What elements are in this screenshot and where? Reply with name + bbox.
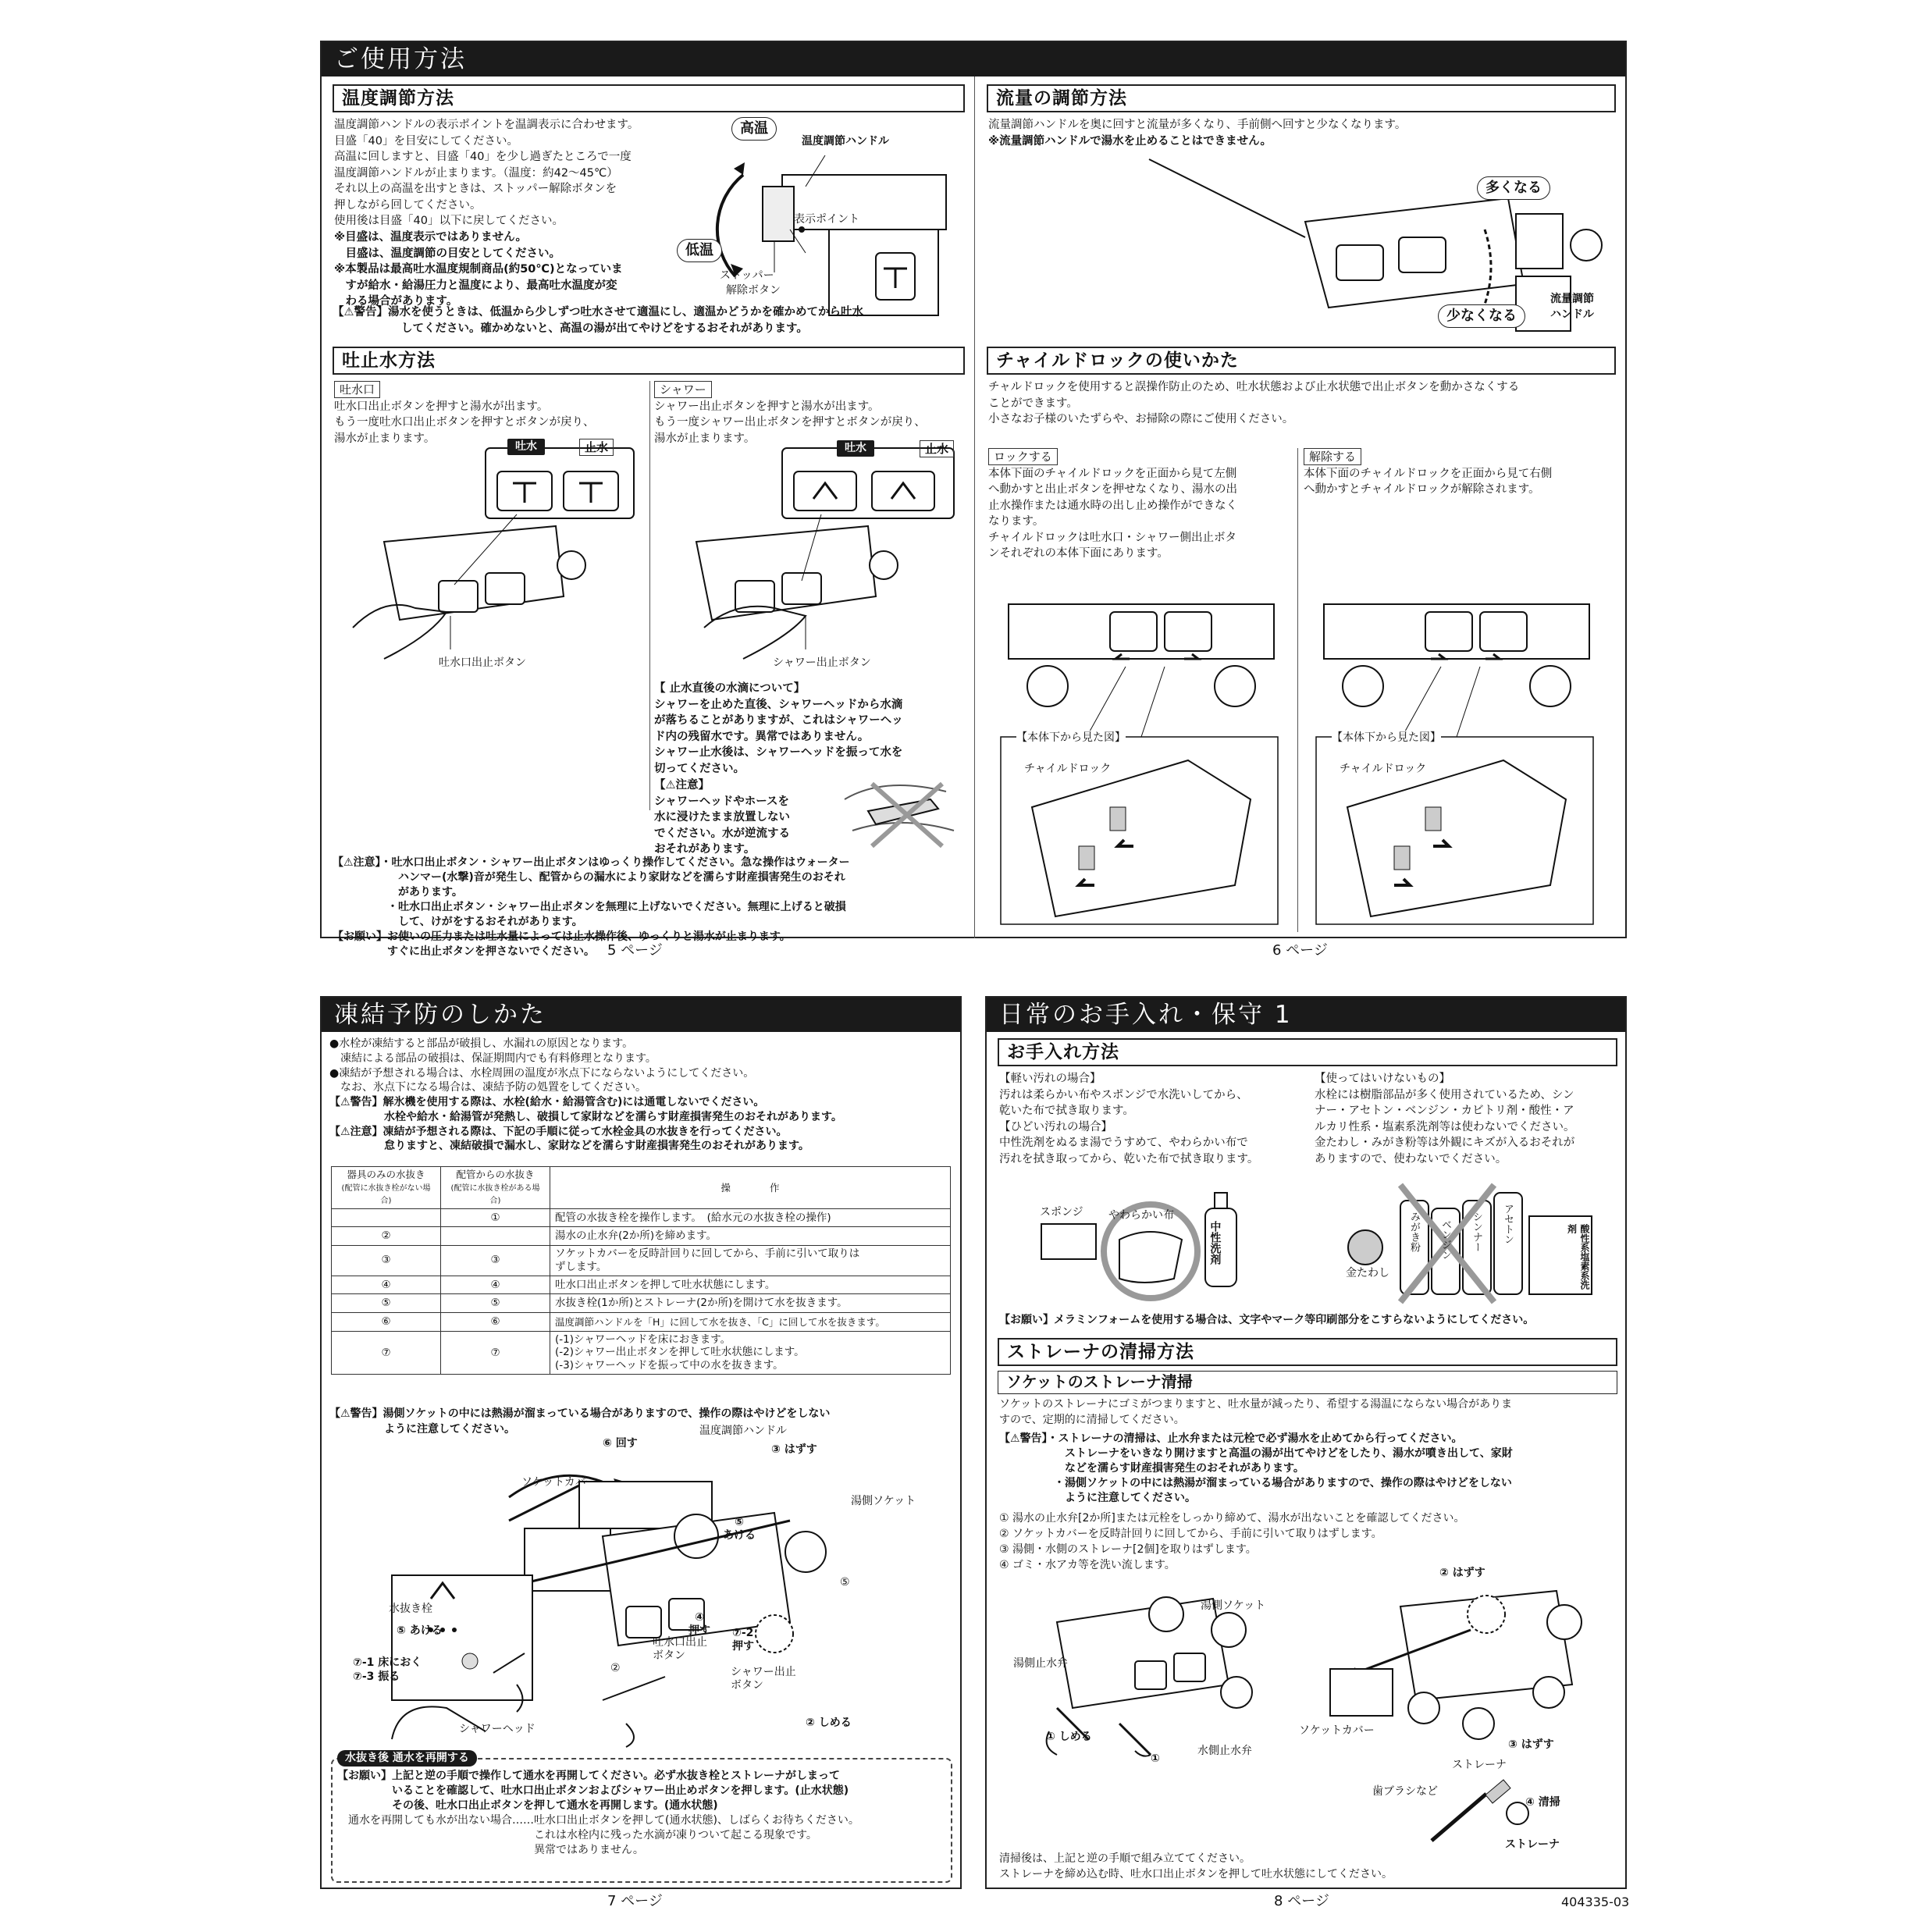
caption-spout-button: 吐水口出止ボタン	[439, 656, 526, 669]
temperature-warning: 【⚠警告】湯水を使うときは、低温から少しずつ吐水させて適温にし、適温かどうかを確かめてから吐水 してください。確かめないと、高温の湯が出てやけどをするおそれがあります。	[333, 306, 863, 335]
label-stopper-2: 解除ボタン	[726, 284, 781, 297]
label-bottle-polish: みがき粉	[1407, 1212, 1420, 1252]
page-7-title: 凍結予防のしかた	[322, 998, 960, 1032]
label-remove-3-8: ③ はずす	[1508, 1738, 1554, 1751]
page-7	[320, 996, 962, 1889]
label-neutral-detergent: 中性洗剤	[1208, 1221, 1222, 1265]
page-8	[985, 996, 1627, 1889]
label-display-point: 表示ポイント	[794, 213, 859, 226]
label-bottle-benzine: ベンジン	[1439, 1219, 1451, 1260]
section-title-temperature: 温度調節方法	[333, 84, 965, 112]
label-toothbrush: 歯ブラシなど	[1372, 1785, 1438, 1798]
label-open-5: ⑤ あける	[723, 1516, 756, 1542]
label-floor-shake: ⑦-1 床におく ⑦-3 振る	[353, 1656, 422, 1683]
label-hot-socket-8: 湯側ソケット	[1201, 1599, 1266, 1612]
label-child-lock-unlock: チャイルドロック	[1340, 763, 1427, 775]
page-title: ご使用方法	[322, 42, 1625, 76]
label-low: 低温	[677, 239, 722, 262]
label-shower-button-7: シャワー出止 ボタン	[731, 1666, 796, 1692]
label-close-1: ① しめる	[1046, 1731, 1092, 1743]
spout-right-text: シャワー シャワー出止ボタンを押すと湯水が出ます。 もう一度シャワー出止ボタンを押すとボタンが戻り、 湯水が止まります。	[654, 382, 926, 445]
page-number-8: 8 ページ	[1274, 1893, 1329, 1909]
label-bottom-view-unlock: 【本体下から見た図】	[1332, 731, 1441, 745]
child-unlock-illustration	[1308, 589, 1605, 932]
label-cold-valve: 水側止水弁	[1197, 1745, 1252, 1757]
label-shower-head: シャワーヘッド	[459, 1723, 535, 1735]
label-remove-2: ② はずす	[1439, 1567, 1485, 1579]
page-number-6: 6 ページ	[1272, 942, 1328, 959]
label-steel-wool: 金たわし	[1346, 1267, 1389, 1279]
shower-head-in-water-icon	[837, 768, 962, 854]
unlock-text: 解除する 本体下面のチャイルドロックを正面から見て右側 へ動かすとチャイルドロックが解除されます。	[1304, 450, 1553, 496]
caption-shower-button: シャワー出止ボタン	[773, 656, 871, 669]
label-close-2: ② しめる	[806, 1717, 852, 1729]
tag-lock: ロックする	[988, 448, 1058, 465]
page-8-title: 日常のお手入れ・保守 1	[987, 998, 1625, 1032]
column-divider	[974, 76, 975, 938]
label-temperature-handle: 温度調節ハンドル	[802, 135, 889, 148]
care-prohibited: 【使ってはいけないもの】 水栓には樹脂部品が多く使用されているため、シン ナー・アセトン・ベンジン・カビトリ剤・酸性・ア ルカリ性系・塩素系洗剤等は使わないでください。 金たわし・みがき粉等は外観にキズが入るおそれが ありますので、使わないでください。	[1315, 1073, 1575, 1165]
label-bottom-view-lock: 【本体下から見た図】	[1016, 731, 1126, 745]
strainer-warning: 【⚠警告】・ストレーナの清掃は、止水弁または元栓で必ず湯水を止めてから行ってください。 ストレーナをいきなり開けますと高温の湯が出てやけどをしたり、湯水が噴き出して、家財 などを濡らす財産損害発生のおそれがあります。 ・湯側ソケットの中には熱湯が溜まっている場合がありますので、操作の際はやけどをしない ように注意してください。	[999, 1432, 1513, 1505]
page-number-5: 5 ページ	[607, 942, 663, 959]
child-lock-illustration	[993, 589, 1290, 932]
label-sponge: スポンジ	[1040, 1206, 1083, 1219]
strainer-intro: ソケットのストレーナにゴミがつまりますと、吐水量が減ったり、希望する湯温にならない場合がありま すので、定期的に清掃してください。	[999, 1398, 1513, 1426]
tag-unlock: 解除する	[1304, 448, 1361, 465]
label-less: 少なくなる	[1438, 304, 1525, 328]
badge-spout-off-right: 止水	[920, 440, 954, 457]
table-row: ② 湯水の止水弁(2か所)を締めます。	[332, 1227, 951, 1246]
child-lock-text: チャルドロックを使用すると誤操作防止のため、吐水状態および止水状態で出止ボタンを動かさなくする ことができます。 小さなお子様のいたずらや、お掃除の際にご使用ください。	[988, 381, 1520, 426]
label-soft-cloth: やわらかい布	[1108, 1209, 1174, 1222]
restart-water-text: 【お願い】上記と逆の手順で操作して通水を再開してください。必ず水抜き栓とストレーナがしまって いることを確認して、吐水口出止ボタンおよびシャワー出止めボタンを押します。(止水状態) その後、吐水口出止ボタンを押して通水を再開します。(通水状態) 通水を再開しても水が出ない場合……吐水口出止ボタンを押して(通水状態)、しばらくお待ちください。 これは水栓内に残った水滴が凍りついて起こる現象です。 異常ではありません。	[337, 1770, 859, 1857]
label-flow-handle-1: 流量調節	[1550, 293, 1594, 305]
label-clean-4: ④ 清掃	[1525, 1796, 1560, 1809]
badge-spout-on-left: 吐水	[507, 439, 545, 455]
table-row: ⑤ ⑤ 水抜き栓(1か所)とストレーナ(2か所)を開けて水を抜きます。	[332, 1294, 951, 1313]
label-circle-5: ⑤	[840, 1576, 850, 1589]
label-drain-plug: 水抜き栓	[389, 1603, 432, 1615]
subsection-title-socket-strainer: ソケットのストレーナ清掃	[998, 1371, 1617, 1394]
spout-bottom-notes: 【⚠注意】・吐水口出止ボタン・シャワー出止ボタンはゆっくり操作してください。急な操作はウォーター ハンマー(水撃)音が発生し、配管からの漏水により家財などを濡らす財産損害発生のおそれ があります。 ・吐水口出止ボタン・シャワー出止ボタンを無理に上げないでください。無理に上げると破損 して、けがをするおそれがあります。 【お願い】お使いの圧力または吐水量によっては止水操作後、ゆっくりと湯水が止まります。 すぐに出止ボタンを押さないでください。	[333, 856, 850, 959]
table-row: ⑦ ⑦ (-1)シャワーヘッドを床におきます。 (-2)シャワー出止ボタンを押して吐水状態にします。 (-3)シャワーヘッドを振って中の水を抜きます。	[332, 1331, 951, 1375]
label-strainer: ストレーナ	[1452, 1759, 1507, 1771]
section-title-flow: 流量の調節方法	[987, 84, 1616, 112]
label-child-lock-lock: チャイルドロック	[1024, 763, 1112, 775]
section-title-strainer: ストレーナの清掃方法	[998, 1338, 1617, 1366]
label-rotate-6: ⑥ 回す	[603, 1437, 638, 1450]
section-title-child-lock: チャイルドロックの使いかた	[987, 347, 1616, 375]
label-flow-handle-2: ハンドル	[1550, 308, 1594, 321]
lock-text: ロックする 本体下面のチャイルドロックを正面から見て左側 へ動かすと出止ボタンを押せなくなり、湯水の出 止水操作または通水時の出し止め操作ができなく なります。 チャイルドロックは吐水口・シャワー側出止ボタ ンそれぞれの本体下面にあります。	[988, 450, 1237, 560]
spout-column-divider	[649, 381, 650, 810]
label-more: 多くなる	[1477, 176, 1550, 200]
drain-illustration	[368, 1435, 915, 1739]
strainer-steps: ① 湯水の止水弁[2か所]または元栓をしっかり締めて、湯水が出ないことを確認してください。 ② ソケットカバーを反時計回りに回してから、手前に引いて取りはずします。 ③ 湯側・水側のストレーナ[2個]を取りはずします。 ④ ゴミ・水アカ等を洗い流します。	[999, 1512, 1465, 1571]
shower-caution: 【⚠注意】 シャワーヘッドやホースを 水に浸けたまま放置しない でください。水が逆流する おそれがあります。	[654, 779, 790, 856]
label-temperature-handle-7: 温度調節ハンドル	[699, 1425, 787, 1437]
child-lock-column-divider	[1297, 448, 1298, 932]
spout-left-text: 吐水口 吐水口出止ボタンを押すと湯水が出ます。 もう一度吐水口出止ボタンを押すとボタンが戻り、 湯水が止まります。	[334, 382, 595, 445]
table-row: ⑥ ⑥ 温度調節ハンドルを「H」に回して水を抜き、「C」に回して水を抜きます。	[332, 1312, 951, 1331]
table-row: ① 配管の水抜き栓を操作します。 (給水元の水抜き栓の操作)	[332, 1208, 951, 1227]
badge-spout-on-right: 吐水	[837, 440, 874, 457]
badge-spout-off-left: 止水	[579, 439, 614, 456]
freeze-intro: ●水栓が凍結すると部品が破損し、水漏れの原因となります。 凍結による部品の破損は、保証期間内でも有料修理となります。 ●凍結が予想される場合は、水栓周囲の温度が氷点下にならないようにしてください。 なお、氷点下になる場合は、凍結予防の処置をしてください。 【⚠警告】解氷機を使用する際は、水栓(給水・給湯管含む)には通電しないでください。 水栓や給水・給湯管が発熱し、破損して家財などを濡らす財産損害発生のおそれがあります。 【⚠注意】凍結が予想される際は、下記の手順に従って水栓金具の水抜きを行ってください。 怠りますと、凍結破損で漏水し、家財などを濡らす財産損害発生のおそれがあります。	[329, 1037, 842, 1153]
label-remove-3: ③ はずす	[771, 1443, 817, 1456]
cleaning-tools-illustration	[1034, 1177, 1268, 1302]
care-light-heavy: 【軽い汚れの場合】 汚れは柔らかい布やスポンジで水洗いしてから、 乾いた布で拭き取ります。 【ひどい汚れの場合】 中性洗剤をぬるま湯でうすめて、やわらかい布で 汚れを拭き取ってから、乾いた布で拭き取ります。	[999, 1073, 1259, 1165]
tag-spout: 吐水口	[334, 381, 380, 398]
label-bottle-acetone: アセトン	[1501, 1204, 1514, 1244]
label-strainer-2: ストレーナ	[1505, 1838, 1560, 1851]
strainer-after: 清掃後は、上記と逆の手順で組み立ててください。 ストレーナを締め込む時、吐水口出止ボタンを押して吐水状態にしてください。	[999, 1852, 1393, 1880]
label-socket-cover: ソケットカバー	[521, 1476, 597, 1489]
label-spout-button-7: 吐水口出止 ボタン	[653, 1636, 707, 1662]
spout-button-illustration	[337, 440, 642, 667]
label-stopper-1: ストッパー	[720, 269, 774, 282]
page-number-7: 7 ページ	[607, 1893, 663, 1909]
label-circle-2: ②	[610, 1662, 621, 1674]
flow-text: 流量調節ハンドルを奥に回すと流量が多くなり、手前側へ回すと少なくなります。 ※流量調節ハンドルで湯水を止めることはできません。	[988, 119, 1407, 148]
hot-socket-warning: 【⚠警告】湯側ソケットの中には熱湯が溜まっている場合がありますので、操作の際はやけどをしない ように注意してください。	[329, 1407, 831, 1436]
section-title-care: お手入れ方法	[998, 1038, 1617, 1066]
label-acid-chlorine-box: 酸性系塩素系洗剤	[1566, 1224, 1590, 1290]
section-title-spout: 吐止水方法	[333, 347, 965, 375]
table-row: ③ ③ ソケットカバーを反時計回りに回してから、手前に引いて取りは ずします。	[332, 1245, 951, 1276]
label-circle-1: ①	[1151, 1752, 1160, 1765]
label-high: 高温	[731, 117, 777, 141]
drain-procedure-table: 器具のみの水抜き (配管に水抜き栓がない場合) 配管からの水抜き (配管に水抜き栓がある場合) 操 作 ① 配管の水抜き栓を操作します。 (給水元の水抜き栓の操作) ② 湯水の止水弁(2か所)を締めます。 ③ ③ ソケットカバーを反時計回りに回してから、手前に引いて取りは ずします。 ④ ④ 吐水口出止ボタンを押して吐水状態にします。 ⑤ ⑤ 水抜き栓(1か所)とストレーナ(2か所)を開けて水を抜きます。 ⑥ ⑥ 温度調節ハンドルを「H」に回して水を抜き、「C」に回して水を抜きます。 ⑦ ⑦ (-1)シャワーヘッドを床におきます。 (-2)シャワー出止ボタンを押して吐水状態にします。 (-3)シャワーヘッドを振って中の水を抜きます。	[331, 1166, 951, 1375]
label-push-4: ④ 押す	[688, 1611, 710, 1637]
label-bottle-thinner: シンナー	[1470, 1212, 1482, 1252]
label-hot-valve: 湯側止水弁	[1013, 1657, 1068, 1670]
label-open-5b: ⑤ あける	[397, 1624, 443, 1637]
label-push-7-2: ⑦-2 押す	[732, 1627, 754, 1653]
drip-note: 【 止水直後の水滴について】 シャワーを止めた直後、シャワーヘッドから水滴 が落ちることがありますが、これはシャワーヘッ ド内の残留水です。異常ではありません。 シャワー止水後は、シャワーヘッドを振って水を 切ってください。	[654, 682, 903, 775]
temperature-text: 温度調節ハンドルの表示ポイントを温調表示に合わせます。 目盛「40」を目安にしてください。 高温に回しますと、目盛「40」を少し過ぎたところで一度 温度調節ハンドルが止まります。（温度：約42～45℃） それ以上の高温を出すときは、ストッパー解除ボタンを 押しながら回してください。 使用後は目盛「40」以下に戻してください。 ※目盛は、温度表示ではありません。 目盛は、温度調節の目安としてください。 ※本製品は最高吐水温度規制商品(約50℃)となっていま すが給水・給湯圧力と温度により、最高吐水温度が変 わる場合があります。	[334, 119, 639, 308]
table-row: ④ ④ 吐水口出止ボタンを押して吐水状態にします。	[332, 1276, 951, 1294]
label-socket-cover-8: ソケットカバー	[1299, 1724, 1375, 1737]
label-hot-socket: 湯側ソケット	[851, 1495, 916, 1507]
shower-button-illustration	[657, 440, 962, 667]
melamine-request: 【お願い】メラミンフォームを使用する場合は、文字やマーク等印刷部分をこすらないようにしてください。	[999, 1314, 1535, 1326]
tag-shower: シャワー	[654, 381, 712, 398]
document-number: 404335-03	[1561, 1895, 1630, 1909]
restart-water-title: 水抜き後 通水を再開する	[337, 1750, 477, 1767]
